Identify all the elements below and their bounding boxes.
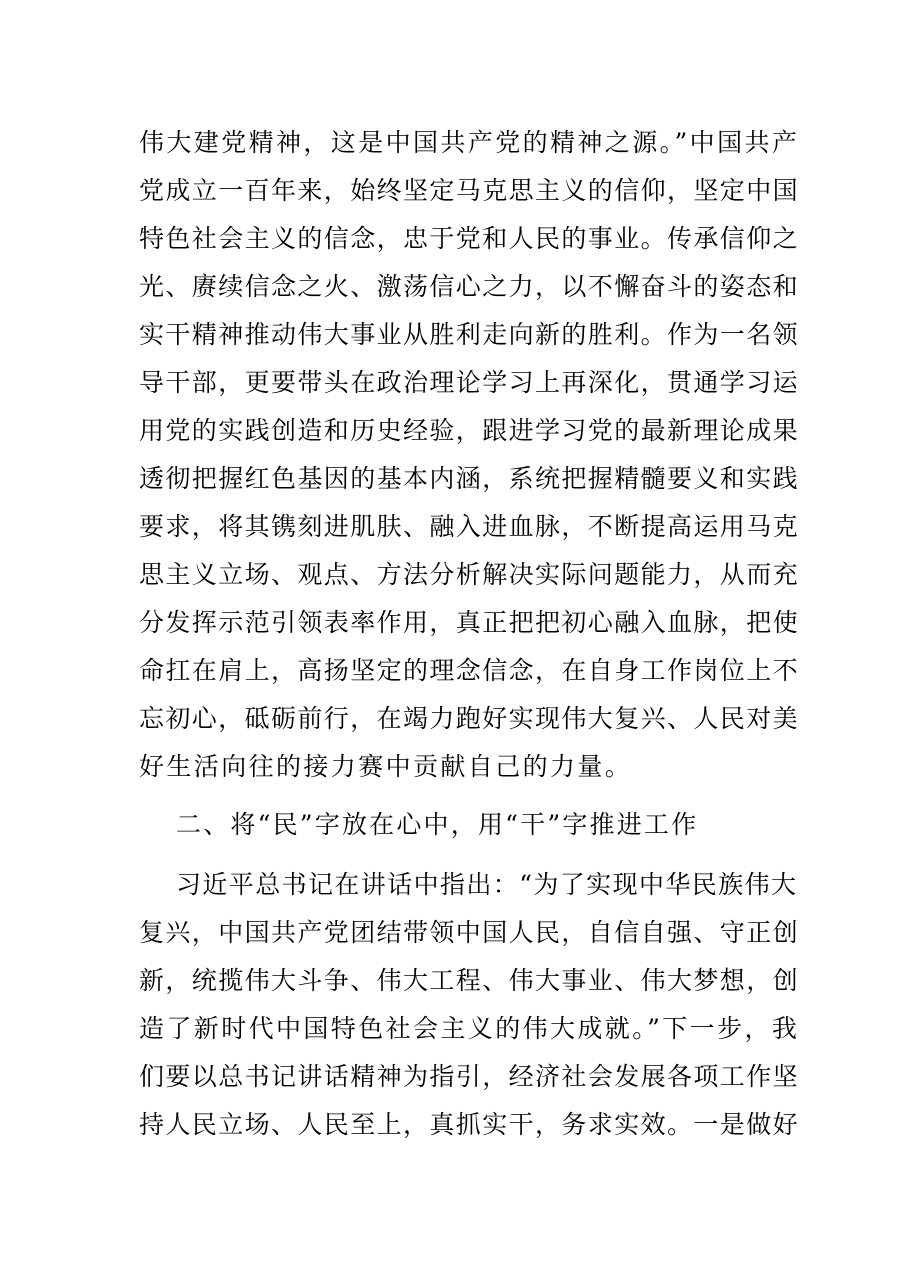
paragraph-1-line-5: 实干精神推动伟大事业从胜利走向新的胜利。作为一名领 [139,320,800,349]
paragraph-1-line-13: 忘初心，砥砺前行，在竭力跑好实现伟大复兴、人民对美 [139,704,800,733]
paragraph-1-line-14: 好生活向往的接力赛中贡献自己的力量。 [139,752,633,781]
paragraph-2-line-3: 新，统揽伟大斗争、伟大工程、伟大事业、伟大梦想，创 [139,966,800,995]
paragraph-1-line-1: 伟大建党精神，这是中国共产党的精神之源。”中国共产 [139,128,800,157]
paragraph-1-line-4: 光、赓续信念之火、激荡信心之力，以不懈奋斗的姿态和 [139,272,800,301]
paragraph-1-line-12: 命扛在肩上，高扬坚定的理念信念，在自身工作岗位上不 [139,656,800,685]
paragraph-2-line-6: 持人民立场、人民至上，真抓实干，务求实效。一是做好 [139,1110,800,1139]
paragraph-1-line-10: 思主义立场、观点、方法分析解决实际问题能力，从而充 [139,560,800,589]
section-2-heading: 二、将“民”字放在心中，用“干”字推进工作 [176,810,699,839]
paragraph-1-line-2: 党成立一百年来，始终坚定马克思主义的信仰，坚定中国 [139,176,800,205]
paragraph-1-line-9: 要求，将其镌刻进肌肤、融入进血脉，不断提高运用马克 [139,512,800,541]
paragraph-1-line-7: 用党的实践创造和历史经验，跟进学习党的最新理论成果 [139,416,800,445]
paragraph-1-line-3: 特色社会主义的信念，忠于党和人民的事业。传承信仰之 [139,224,800,253]
paragraph-1-line-8: 透彻把握红色基因的基本内涵，系统把握精髓要义和实践 [139,464,800,493]
paragraph-1-line-6: 导干部，更要带头在政治理论学习上再深化，贯通学习运 [139,368,800,397]
paragraph-2-line-2: 复兴，中国共产党团结带领中国人民，自信自强、守正创 [139,918,800,947]
paragraph-2-line-1: 习近平总书记在讲话中指出：“为了实现中华民族伟大 [176,870,798,899]
paragraph-2-line-4: 造了新时代中国特色社会主义的伟大成就。”下一步，我 [139,1014,800,1043]
paragraph-2-line-5: 们要以总书记讲话精神为指引，经济社会发展各项工作坚 [139,1062,800,1091]
paragraph-1-line-11: 分发挥示范引领表率作用，真正把把初心融入血脉，把使 [139,608,800,637]
